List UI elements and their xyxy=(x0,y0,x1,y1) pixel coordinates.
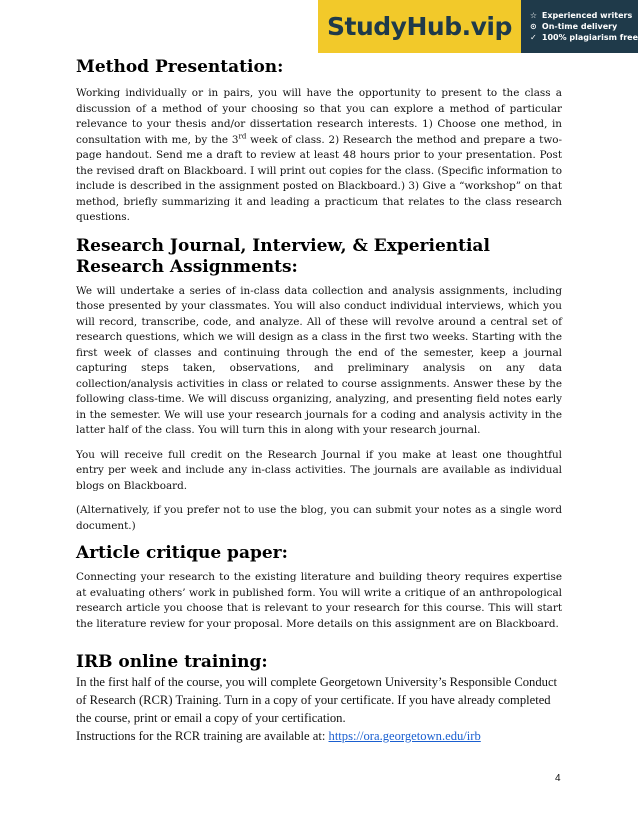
irb-training-paragraph: In the first half of the course, you will complete Georgetown University’s Responsible Conduct of Research (RCR) Training. Turn in a copy of your certificate. If you have already completed the course, print or email a copy of your certification. xyxy=(76,675,558,725)
research-journal-alternative-paragraph: (Alternatively, if you prefer not to use the blog, you can submit your notes as a single word document.) xyxy=(76,504,562,532)
feature-item xyxy=(529,11,638,20)
star-icon: ☆ xyxy=(529,11,537,20)
irb-instructions-line: Instructions for the RCR training are available at: https://ora.georgetown.edu/irb xyxy=(76,729,481,743)
feature-label: On-time delivery xyxy=(541,22,618,31)
feature-label: 100% plagiarism free xyxy=(541,33,638,42)
research-journal-credit-paragraph: You will receive full credit on the Research Journal if you make at least one thoughtful entry per week and include any in-class activities. The journals are available as individual blogs on Blackboard. xyxy=(76,448,562,492)
brand-logo[interactable]: StudyHub.vip xyxy=(318,0,521,53)
article-critique-heading: Article critique paper: xyxy=(76,543,288,563)
article-critique-paragraph: Connecting your research to the existing literature and building theory requires expertise at evaluating others’ work in published form. You will write a critique of an anthropological research article you choose that is relevant to your research for this course. This will start the literature review for your proposal. More details on this assignment are on Blackboard. xyxy=(76,571,562,630)
feature-item xyxy=(529,33,638,42)
page-number: 4 xyxy=(555,773,561,784)
studyhub-banner[interactable] xyxy=(318,0,638,53)
method-presentation-paragraph: Working individually or in pairs, you will have the opportunity to present to the class a discussion of a method of your choosing so that you can explore a method of particular relevance to your thesis and/or dissertation research interests. 1) Choose one method, in consultation with me, by the 3rd week of class. 2) Research the method and prepare a two-page handout. Send me a draft to review at least 48 hours prior to your presentation. Post the revised draft on Blackboard. I will print out copies for the class. (Specific information to include is described in the assignment posted on Blackboard.) 3) Give a “workshop” on that method, briefly summarizing it and leading a practicum that relates to the class research questions. xyxy=(76,87,562,223)
shield-check-icon: ✓ xyxy=(530,33,537,42)
research-journal-heading: Research Journal, Interview, & Experiential Research Assignments: xyxy=(76,235,490,277)
clock-icon: ⊙ xyxy=(530,22,537,31)
research-journal-paragraph: We will undertake a series of in-class data collection and analysis assignments, including those presented by your classmates. You will also conduct individual interviews, which you will record, transcribe, code, and analyze. All of these will revolve around a central set of research questions, which we will design as a class in the first two weeks. Starting with the first week of classes and continuing through the end of the semester, keep a journal capturing steps taken, observations, and preliminary analysis on any data collection/analysis activities in class or related to course assignments. Answer these by the following class-time. We will discuss organizing, analyzing, and presenting field notes early in the semester. We will use your research journals for a coding and analysis activity in the latter half of the class. You will turn this in along with your research journal. xyxy=(76,284,562,436)
method-presentation-heading: Method Presentation: xyxy=(76,57,284,77)
feature-item xyxy=(529,22,638,31)
document-body xyxy=(76,57,562,745)
irb-link[interactable]: https://ora.georgetown.edu/irb xyxy=(328,729,481,743)
feature-label: Experienced writers xyxy=(541,11,633,20)
feature-list xyxy=(521,0,638,53)
irb-training-heading: IRB online training: xyxy=(76,652,268,672)
